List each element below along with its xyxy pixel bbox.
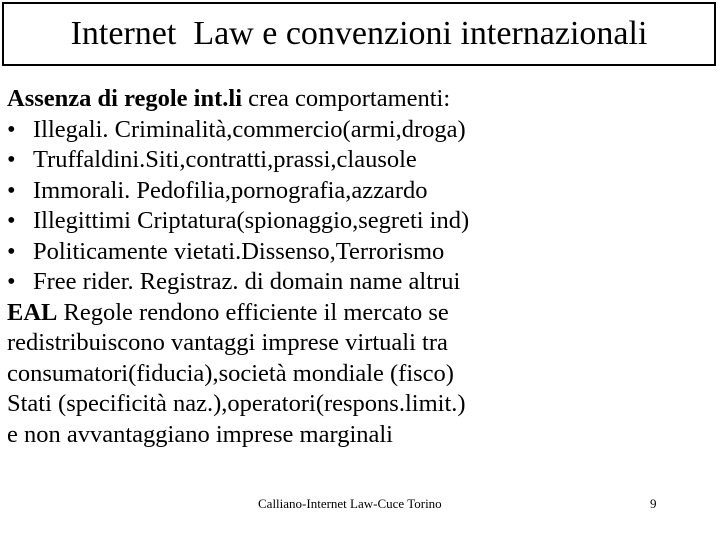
bullet-icon: •: [7, 115, 16, 143]
bullet-text: Illegali. Criminalità,commercio(armi,droga): [33, 115, 466, 143]
bullet-item: [7, 237, 707, 268]
slide-body: [7, 84, 707, 450]
eal-bold-text: EAL: [7, 298, 58, 326]
bullet-icon: •: [7, 176, 16, 204]
bullet-text: Free rider. Registraz. di domain name altrui: [33, 268, 461, 295]
slide-footer: Calliano-Internet Law-Cuce Torino: [258, 496, 442, 511]
eal-text: Regole rendono efficiente il mercato se: [57, 298, 449, 326]
bullet-icon: •: [7, 237, 16, 265]
eal-line: Stati (specificità naz.),operatori(respons.limit.): [7, 390, 466, 417]
bullet-item: [7, 176, 707, 207]
bullet-icon: •: [7, 268, 16, 295]
title-box: [2, 2, 716, 66]
eal-line: [7, 298, 707, 329]
eal-line: e non avvantaggiano imprese marginali: [7, 420, 393, 448]
eal-line: consumatori(fiducia),società mondiale (fisco): [7, 359, 454, 387]
intro-bold-text: Assenza di regole int.li: [7, 85, 243, 112]
slide-title: Internet Law e convenzioni internazionali: [70, 15, 648, 52]
eal-line: redistribuiscono vantaggi imprese virtuali tra: [7, 329, 448, 356]
bullet-item: [7, 206, 707, 237]
intro-text: crea comportamenti:: [242, 85, 451, 112]
bullet-text: Truffaldini.Siti,contratti,prassi,clausole: [33, 146, 417, 173]
bullet-icon: •: [7, 207, 16, 234]
bullet-text: Politicamente vietati.Dissenso,Terrorismo: [33, 237, 445, 265]
bullet-text: Illegittimi Criptatura(spionaggio,segreti ind): [33, 207, 470, 234]
bullet-text: Immorali. Pedofilia,pornografia,azzardo: [33, 176, 428, 204]
bullet-item: [7, 145, 707, 176]
bullet-item: [7, 267, 707, 298]
bullet-item: [7, 115, 707, 146]
bullet-icon: •: [7, 146, 16, 173]
intro-line: [7, 84, 707, 115]
page-number: 9: [650, 496, 657, 511]
